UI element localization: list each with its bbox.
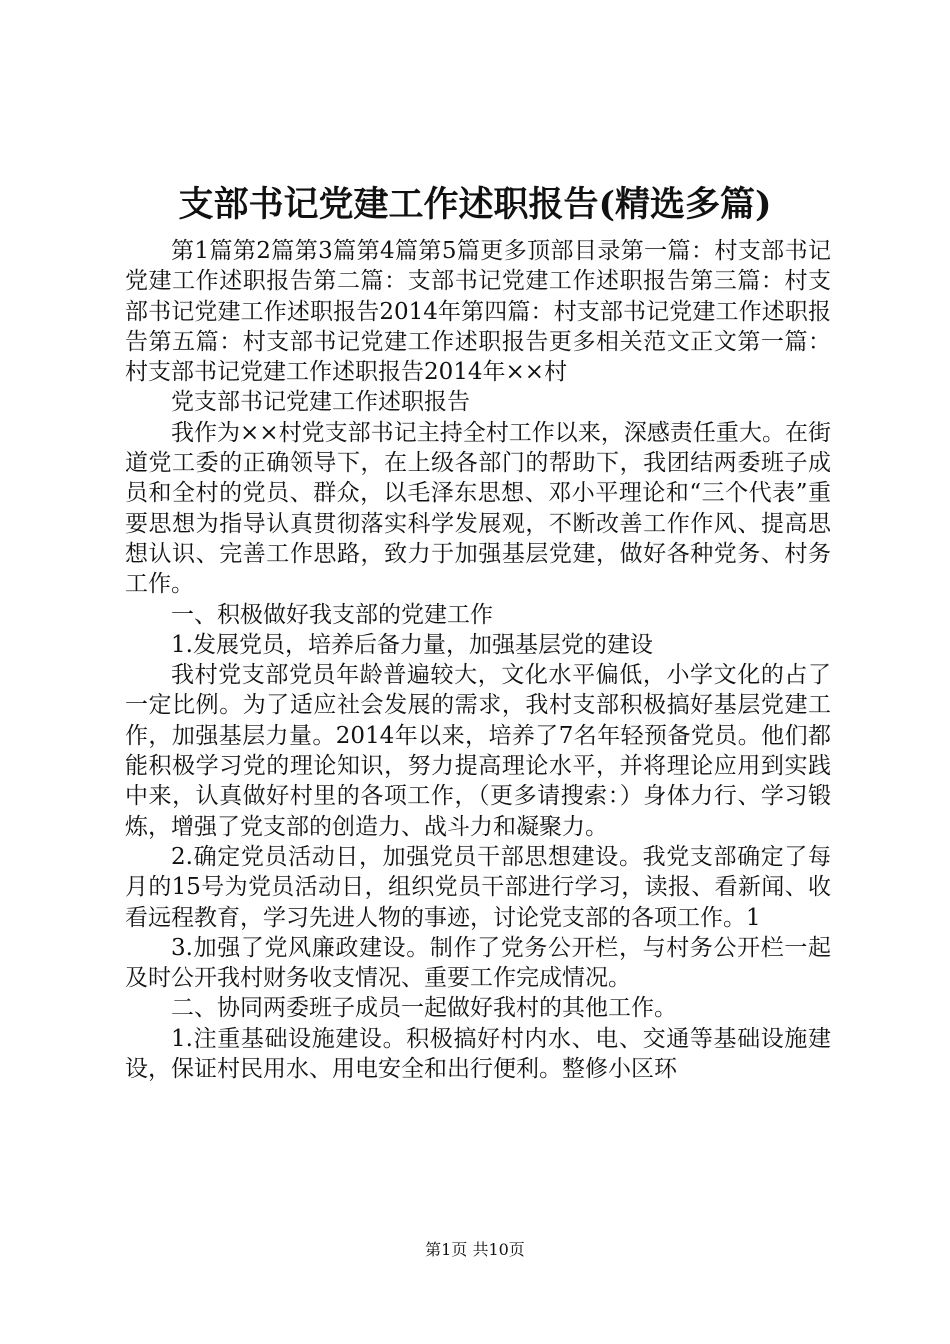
document-title: 支部书记党建工作述职报告(精选多篇) [178,184,772,225]
paragraph-table-of-contents: 第1篇第2篇第3篇第4篇第5篇更多顶部目录第一篇：村支部书记党建工作述职报告第二篇：支部书记党建工作述职报告第三篇：村支部书记党建工作述职报告2014年第四篇：村支部书记党建工作述职报告第五篇：村支部书记党建工作述职报告更多相关范文正文第一篇：村支部书记党建工作述职报告2014年××村 [125,238,831,386]
section-heading-2: 二、协同两委班子成员一起做好我村的其他工作。 [171,995,677,1022]
section-heading-1: 一、积极做好我支部的党建工作 [171,601,493,628]
paragraph-activity-day: 2.确定党员活动日，加强党员干部思想建设。我党支部确定了每月的15号为党员活动日，组织党员干部进行学习，读报、看新闻、收看远程教育，学习先进人物的事迹，讨论党支部的各项工作。1 [125,843,831,931]
paragraph-infrastructure: 1.注重基础设施建设。积极搞好村内水、电、交通等基础设施建设，保证村民用水、用电安全和出行便利。整修小区环 [125,1025,831,1083]
paragraph-integrity: 3.加强了党风廉政建设。制作了党务公开栏，与村务公开栏一起及时公开我村财务收支情况、重要工作完成情况。 [125,934,831,992]
paragraph-subtitle: 党支部书记党建工作述职报告 [171,389,470,416]
subsection-heading-1-1: 1.发展党员，培养后备力量，加强基层党的建设 [171,631,653,658]
paragraph-intro: 我作为××村党支部书记主持全村工作以来，深感责任重大。在街道党工委的正确领导下，在上级各部门的帮助下，我团结两委班子成员和全村的党员、群众，以毛泽东思想、邓小平理论和“三个代表”重要思想为指导认真贯彻落实科学发展观，不断改善工作作风、提高思想认识、完善工作思路，致力于加强基层党建，做好各种党务、村务工作。 [125,419,831,598]
document-body [125,236,831,1084]
page-footer: 第1页 共10页 [425,1240,525,1259]
paragraph-party-members: 我村党支部党员年龄普遍较大，文化水平偏低，小学文化的占了一定比例。为了适应社会发展的需求，我村支部积极搞好基层党建工作，加强基层力量。2014年以来，培养了7名年轻预备党员。他们都能积极学习党的理论知识，努力提高理论水平，并将理论应用到实践中来，认真做好村里的各项工作，（更多请搜索：）身体力行、学习锻炼，增强了党支部的创造力、战斗力和凝聚力。 [125,662,831,840]
